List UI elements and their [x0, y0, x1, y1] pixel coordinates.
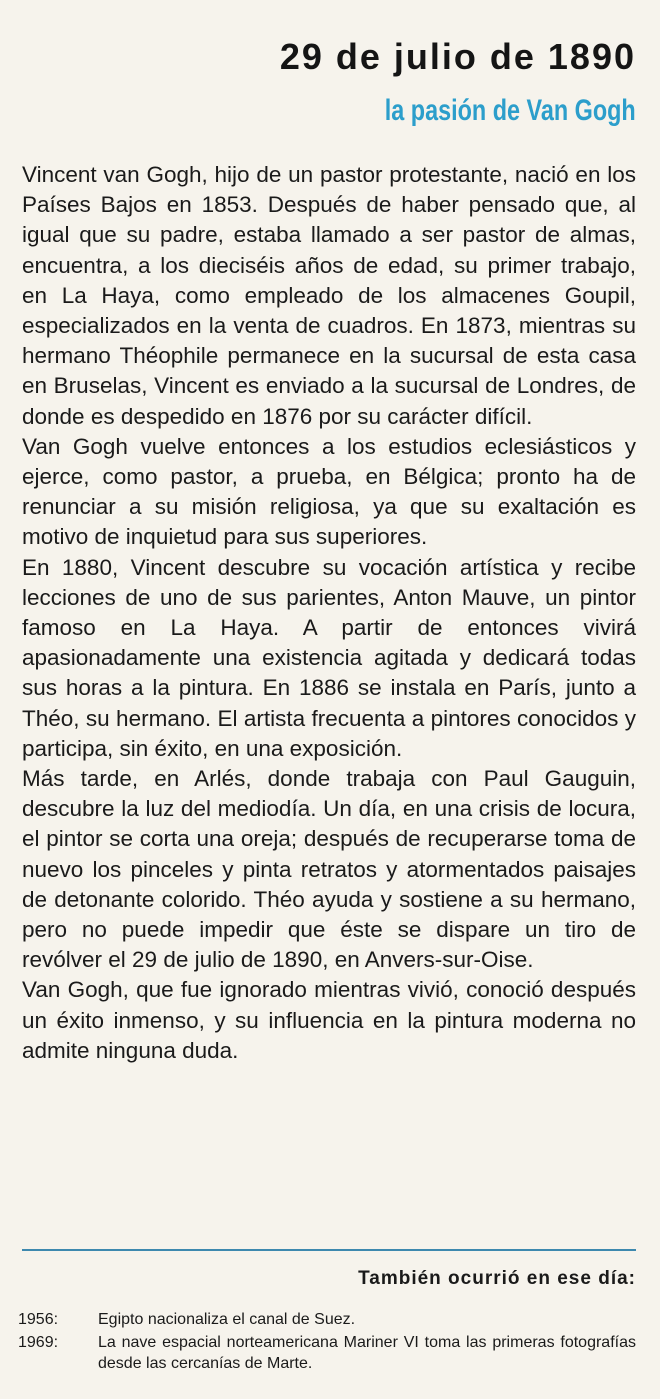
- event-year: 1956:: [18, 1311, 59, 1328]
- paragraph: Más tarde, en Arlés, donde trabaja con Paul Gauguin, descubre la luz del mediodía. Un día, en una crisis de locura, el pintor se corta una oreja; después de recuperarse toma de nuevo los pinceles y pinta retratos y atormentados paisajes de detonante colorido. Théo ayuda y sostiene a su hermano, pero no puede impedir que éste se dispare un tiro de revólver el 29 de julio de 1890, en Anvers-sur-Oise.: [22, 766, 636, 973]
- events-list: [18, 1309, 636, 1376]
- paragraph: Vincent van Gogh, hijo de un pastor protestante, nació en los Países Bajos en 1853. Después de haber pensado que, al igual que su padre, estaba llamado a ser pastor de almas, encuentra, a los dieciséis años de edad, su primer trabajo, en La Haya, como empleado de los almacenes Goupil, especializados en la venta de cuadros. En 1873, mientras su hermano Théophile permanece en la sucursal de esta casa en Bruselas, Vincent es enviado a la sucursal de Londres, de donde es despedido en 1876 por su carácter difícil.: [22, 162, 636, 429]
- article-body: [22, 160, 636, 1066]
- event-item: [18, 1332, 636, 1374]
- section-divider: [22, 1249, 636, 1251]
- event-text: Egipto nacionaliza el canal de Suez.: [98, 1311, 356, 1328]
- also-happened-heading: También ocurrió en ese día:: [358, 1268, 636, 1289]
- paragraph: En 1880, Vincent descubre su vocación artística y recibe lecciones de uno de sus parientes, Anton Mauve, un pintor famoso en La Haya. A partir de entonces vivirá apasionadamente una existencia agitada y dedicará todas sus horas a la pintura. En 1886 se instala en París, junto a Théo, su hermano. El artista frecuenta a pintores conocidos y participa, sin éxito, en una exposición.: [22, 554, 636, 761]
- paragraph: Van Gogh, que fue ignorado mientras vivió, conoció después un éxito inmenso, y su influencia en la pintura moderna no admite ninguna duda.: [22, 977, 636, 1063]
- paragraph: Van Gogh vuelve entonces a los estudios eclesiásticos y ejerce, como pastor, a prueba, en Bélgica; pronto ha de renunciar a su misión religiosa, ya que su exaltación es motivo de inquietud para sus superiores.: [22, 433, 636, 550]
- page-subtitle: la pasión de Van Gogh: [385, 94, 636, 127]
- event-year: 1969:: [18, 1334, 59, 1351]
- page-title: 29 de julio de 1890: [279, 36, 636, 77]
- event-text: La nave espacial norteamericana Mariner VI toma las primeras fotografías desde las cercanías de Marte.: [98, 1334, 636, 1372]
- event-item: [18, 1309, 636, 1330]
